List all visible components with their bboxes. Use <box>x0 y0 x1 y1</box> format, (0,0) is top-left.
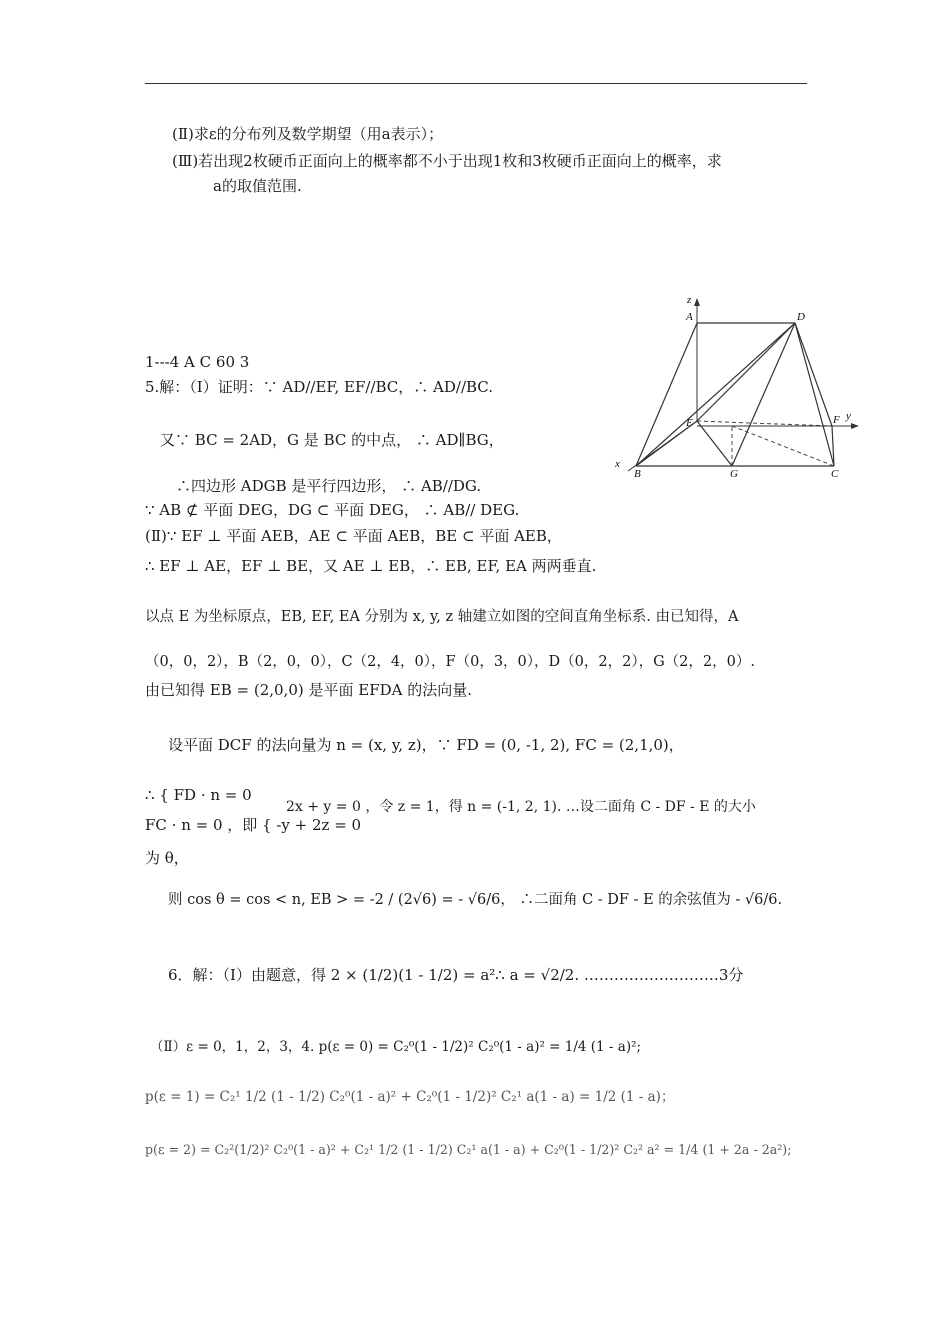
solution-6-line4: p(ε = 2) = C₂²(1/2)² C₂⁰(1 - a)² + C₂¹ 1/2 (1 - 1/2) C₂¹ a(1 - a) + C₂⁰(1 - 1/2)² C₂² a² = 1/4 (1 + 2a - 2a²); <box>145 1142 792 1157</box>
solution-5-line10: 设平面 DCF 的法向量为 n = (x, y, z)，∵ FD = (0, -1, 2), FC = (2,1,0)， <box>168 736 684 754</box>
answers-1-4: 1---4 A C 60 3 <box>145 353 250 371</box>
axis-y-label: y <box>846 410 851 422</box>
solution-6-line3: p(ε = 1) = C₂¹ 1/2 (1 - 1/2) C₂⁰(1 - a)² + C₂⁰(1 - 1/2)² C₂¹ a(1 - a) = 1/2 (1 - a)； <box>145 1089 675 1105</box>
question-part-2: (Ⅱ)求ε的分布列及数学期望（用a表示）； <box>172 125 444 143</box>
solution-5-line5: (Ⅱ)∵ EF ⊥ 平面 AEB，AE ⊂ 平面 AEB，BE ⊂ 平面 AEB， <box>145 527 562 545</box>
point-a-label: A <box>686 311 693 323</box>
solution-5-line3: ∴四边形 ADGB 是平行四边形， ∴ AB//DG. <box>176 477 482 495</box>
solution-5-line11a: ∴ { FD · n = 0 <box>145 786 252 804</box>
solution-5-line11c: 2x + y = 0 ，令 z = 1，得 n = (-1, 2, 1). …设二面角 C - DF - E 的大小 <box>286 799 756 815</box>
axis-x-label: x <box>615 458 620 470</box>
header-rule <box>145 83 807 84</box>
coordinate-figure <box>612 290 867 480</box>
point-g-label: G <box>730 468 738 480</box>
solution-5-line9: 由已知得 EB = (2,0,0) 是平面 EFDA 的法向量. <box>145 681 473 699</box>
solution-5-line2: 又∵ BC = 2AD，G 是 BC 的中点， ∴ AD∥BG， <box>160 431 504 449</box>
solution-5-line8: （0，0，2），B（2，0，0），C（2，4，0），F（0，3，0），D（0，2，2），G（2，2，0）. <box>145 654 755 670</box>
point-e-label: E <box>686 417 693 429</box>
solution-5-line11b: FC · n = 0 ，即 { -y + 2z = 0 <box>145 816 362 834</box>
solution-6-line2: （Ⅱ）ε = 0，1，2，3，4. p(ε = 0) = C₂⁰(1 - 1/2)² C₂⁰(1 - a)² = 1/4 (1 - a)²; <box>150 1039 642 1055</box>
question-part-3-line2: a的取值范围. <box>213 177 302 195</box>
solution-5-line6: ∴ EF ⊥ AE，EF ⊥ BE，又 AE ⊥ EB，∴ EB, EF, EA 两两垂直. <box>145 557 597 575</box>
solution-5-line12: 为 θ， <box>145 849 189 867</box>
point-c-label: C <box>831 468 839 480</box>
question-part-3-line1: (Ⅲ)若出现2枚硬币正面向上的概率都不小于出现1枚和3枚硬币正面向上的概率，求 <box>172 152 722 170</box>
solution-5-line1: 5.解：（Ⅰ）证明：∵ AD//EF, EF//BC，∴ AD//BC. <box>145 378 494 396</box>
point-b-label: B <box>634 468 641 480</box>
solution-5-line7: 以点 E 为坐标原点，EB, EF, EA 分别为 x, y, z 轴建立如图的空间直角坐标系. 由已知得，A <box>145 609 739 625</box>
solution-5-line13: 则 cos θ = cos < n, EB > = -2 / (2√6) = - √6/6， ∴二面角 C - DF - E 的余弦值为 - √6/6. <box>168 892 783 908</box>
solution-5-line4: ∵ AB ⊄ 平面 DEG，DG ⊂ 平面 DEG， ∴ AB// DEG. <box>145 501 520 519</box>
axis-z-label: z <box>687 294 692 306</box>
solution-6-line1: 6．解：（Ⅰ）由题意，得 2 × (1/2)(1 - 1/2) = a²∴ a = √2/2. ………………………3分 <box>168 966 744 984</box>
prism-diagram <box>612 290 867 480</box>
point-f-label: F <box>833 414 840 426</box>
point-d-label: D <box>797 311 805 323</box>
